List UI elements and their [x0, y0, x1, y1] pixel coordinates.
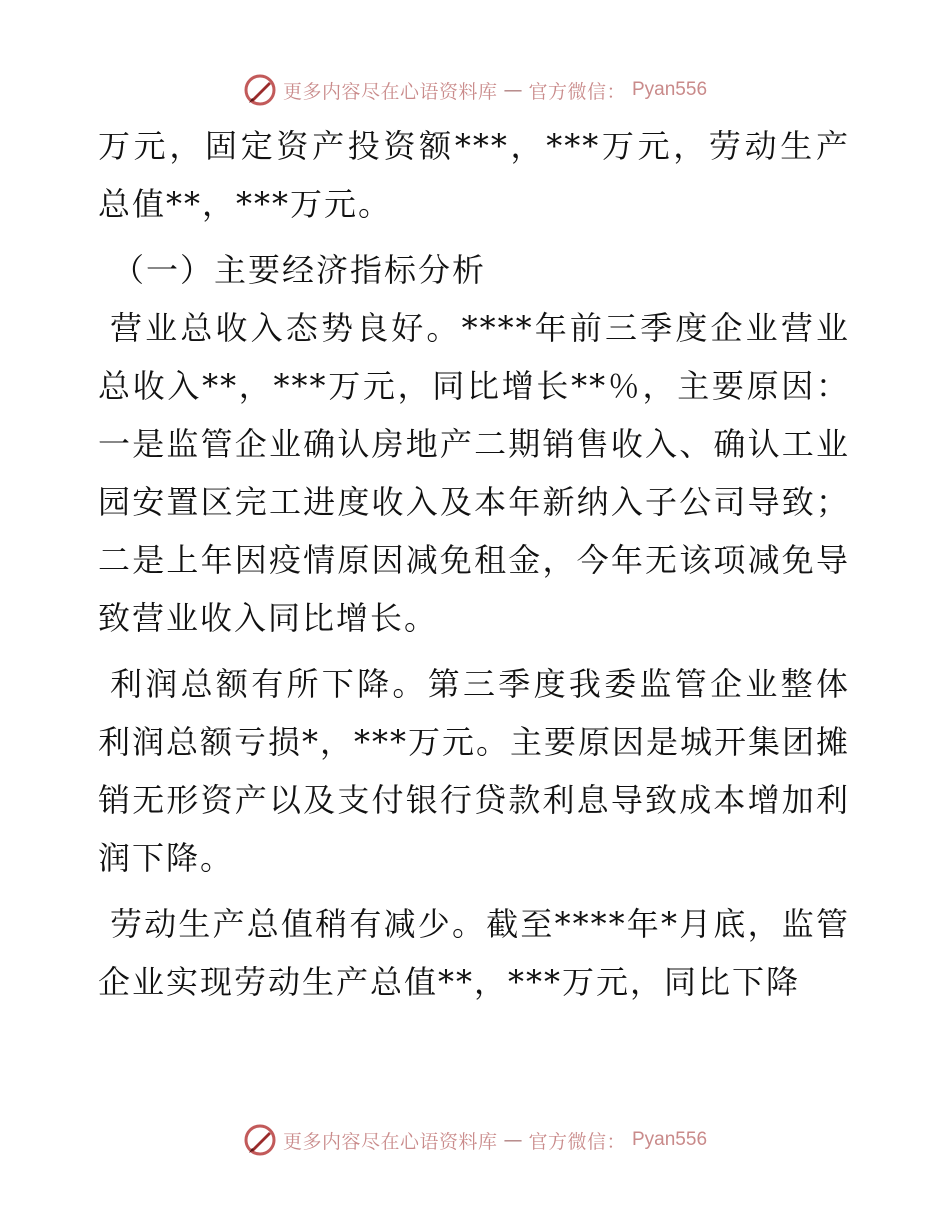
watermark-text: 更多内容尽在心语资料库 — [282, 1130, 498, 1153]
paragraph-labor-output: 劳动生产总值稍有减少。截至****年*月底，监管企业实现劳动生产总值**，***万元，同比下降 — [98, 905, 850, 1001]
paragraph-continuation: 万元，固定资产投资额***，***万元，劳动生产总值**，***万元。 — [98, 127, 850, 223]
watermark-id: Pyan556 — [632, 1129, 708, 1150]
document-body — [98, 117, 850, 1011]
watermark-dash: — — [503, 79, 523, 101]
pen-logo-icon — [243, 1123, 277, 1157]
watermark-text: 更多内容尽在心语资料库 — [282, 80, 498, 103]
paragraph-revenue: 营业总收入态势良好。****年前三季度企业营业总收入**，***万元，同比增长**％，主要原因：一是监管企业确认房地产二期销售收入、确认工业园安置区完工进度收入及本年新纳入子公司导致；二是上年因疫情原因减免租金，今年无该项减免导致营业收入同比增长。 — [98, 309, 850, 637]
paragraph-profit: 利润总额有所下降。第三季度我委监管企业整体利润总额亏损*，***万元。主要原因是城开集团摊销无形资产以及支付银行贷款利息导致成本增加利润下降。 — [98, 665, 851, 877]
watermark-dash: — — [503, 1129, 523, 1151]
watermark-label: 官方微信： — [528, 1130, 626, 1153]
watermark-header — [0, 70, 950, 110]
watermark-footer — [0, 1120, 950, 1160]
watermark-label: 官方微信： — [528, 80, 626, 103]
watermark-id: Pyan556 — [632, 79, 708, 100]
section-heading: （一）主要经济指标分析 — [112, 251, 487, 289]
pen-logo-icon — [243, 73, 277, 107]
